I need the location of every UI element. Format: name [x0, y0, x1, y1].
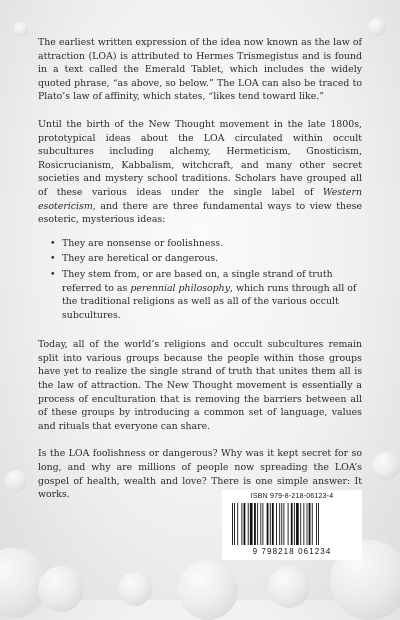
barcode-bar [309, 503, 311, 545]
barcode-bar [272, 503, 274, 545]
decorative-bubble [178, 560, 238, 620]
barcode-bar [254, 503, 256, 545]
decorative-bubble [5, 470, 27, 492]
barcode-bar [248, 503, 249, 545]
decorative-bubble [372, 452, 400, 480]
barcode-bar [303, 503, 304, 545]
back-cover-text [38, 36, 362, 516]
list-item [52, 268, 362, 322]
paragraph-text: , and there are three fundamental ways to view these esoteric, mysterious ideas: [38, 200, 362, 226]
barcode-bar [241, 503, 242, 545]
paragraph-emerald-tablet: The earliest written expression of the idea now known as the law of attraction (LOA) is attributed to Hermes Trismegistus and is found in a text called the Emerald Tablet, which includes the widely quoted phrase, “as above, so below.” The LOA can also be traced to Plato’s law of affinity, which states, “likes tend toward like.” [38, 37, 362, 103]
barcode-bar [316, 503, 317, 545]
isbn-label: ISBN 979-8-218-06123-4 [250, 493, 334, 500]
barcode-bars [230, 503, 354, 545]
decorative-bubble [368, 18, 386, 36]
barcode-bar [307, 503, 308, 545]
barcode-bar [276, 503, 277, 545]
barcode-bar [237, 503, 238, 545]
barcode-bar [279, 503, 280, 545]
barcode-bar [296, 503, 299, 545]
emphasis-western-esotericism: Western esotericism [38, 186, 362, 212]
paragraph-closing: Is the LOA foolishness or dangerous? Why was it kept secret for so long, and why are millions of people now spreading the LOA’s gospel of health, wealth and love? There is one simple answer: It works. [38, 448, 362, 501]
barcode-bar [244, 503, 246, 545]
barcode-bar [250, 503, 253, 545]
barcode-bar [294, 503, 295, 545]
barcode-bar [260, 503, 261, 545]
decorative-bubble [38, 566, 84, 612]
barcode-bar [300, 503, 301, 545]
decorative-bubble [14, 22, 28, 36]
list-item-text: They stem from, or are based on, a single strand of truth referred to as [62, 268, 333, 294]
barcode-bar [270, 503, 271, 545]
list-item: • They are nonsense or foolishness. [52, 237, 362, 251]
barcode-digits: 9 798218 061234 [252, 547, 332, 556]
barcode-bar [291, 503, 293, 545]
decorative-bubble [118, 572, 152, 606]
decorative-bubble [268, 566, 310, 608]
list-item: • They are heretical or dangerous. [52, 252, 362, 266]
barcode-bar [267, 503, 269, 545]
barcode-bar [234, 503, 235, 545]
barcode-bar [262, 503, 263, 545]
paragraph-new-thought [38, 118, 362, 227]
emphasis-perennial-philosophy: perennial philosophy [130, 282, 231, 294]
barcode-bar [257, 503, 258, 545]
barcode-bar [281, 503, 282, 545]
barcode-bar [318, 503, 319, 545]
barcode-bar [283, 503, 284, 545]
barcode-bar [232, 503, 233, 545]
paragraph-religions: Today, all of the world’s religions and occult subcultures remain split into various groups because the people within those groups have yet to realize the single strand of truth that unites them all is the law of attraction. The New Thought movement is essentially a process of enculturation that is removing the barriers between all of these groups by introducing a common set of language, values and rituals that everyone can share. [38, 339, 362, 432]
list-item-text: , which runs through all of the traditional religions as well as all of the various occult subcultures. [62, 282, 357, 321]
barcode-bar [312, 503, 313, 545]
views-list [38, 237, 362, 323]
paragraph-text: Until the birth of the New Thought movement in the late 1800s, prototypical ideas about the LOA circulated within occult subcultures including alchemy, Hermeticism, Gnosticism, Rosicrucianism, Kabbalism, witchcraft, and many other secret societies and mystery school traditions. Scholars have grouped all of these various ideas under the single label of [38, 118, 362, 198]
isbn-barcode [222, 490, 362, 560]
barcode-bar [288, 503, 289, 545]
